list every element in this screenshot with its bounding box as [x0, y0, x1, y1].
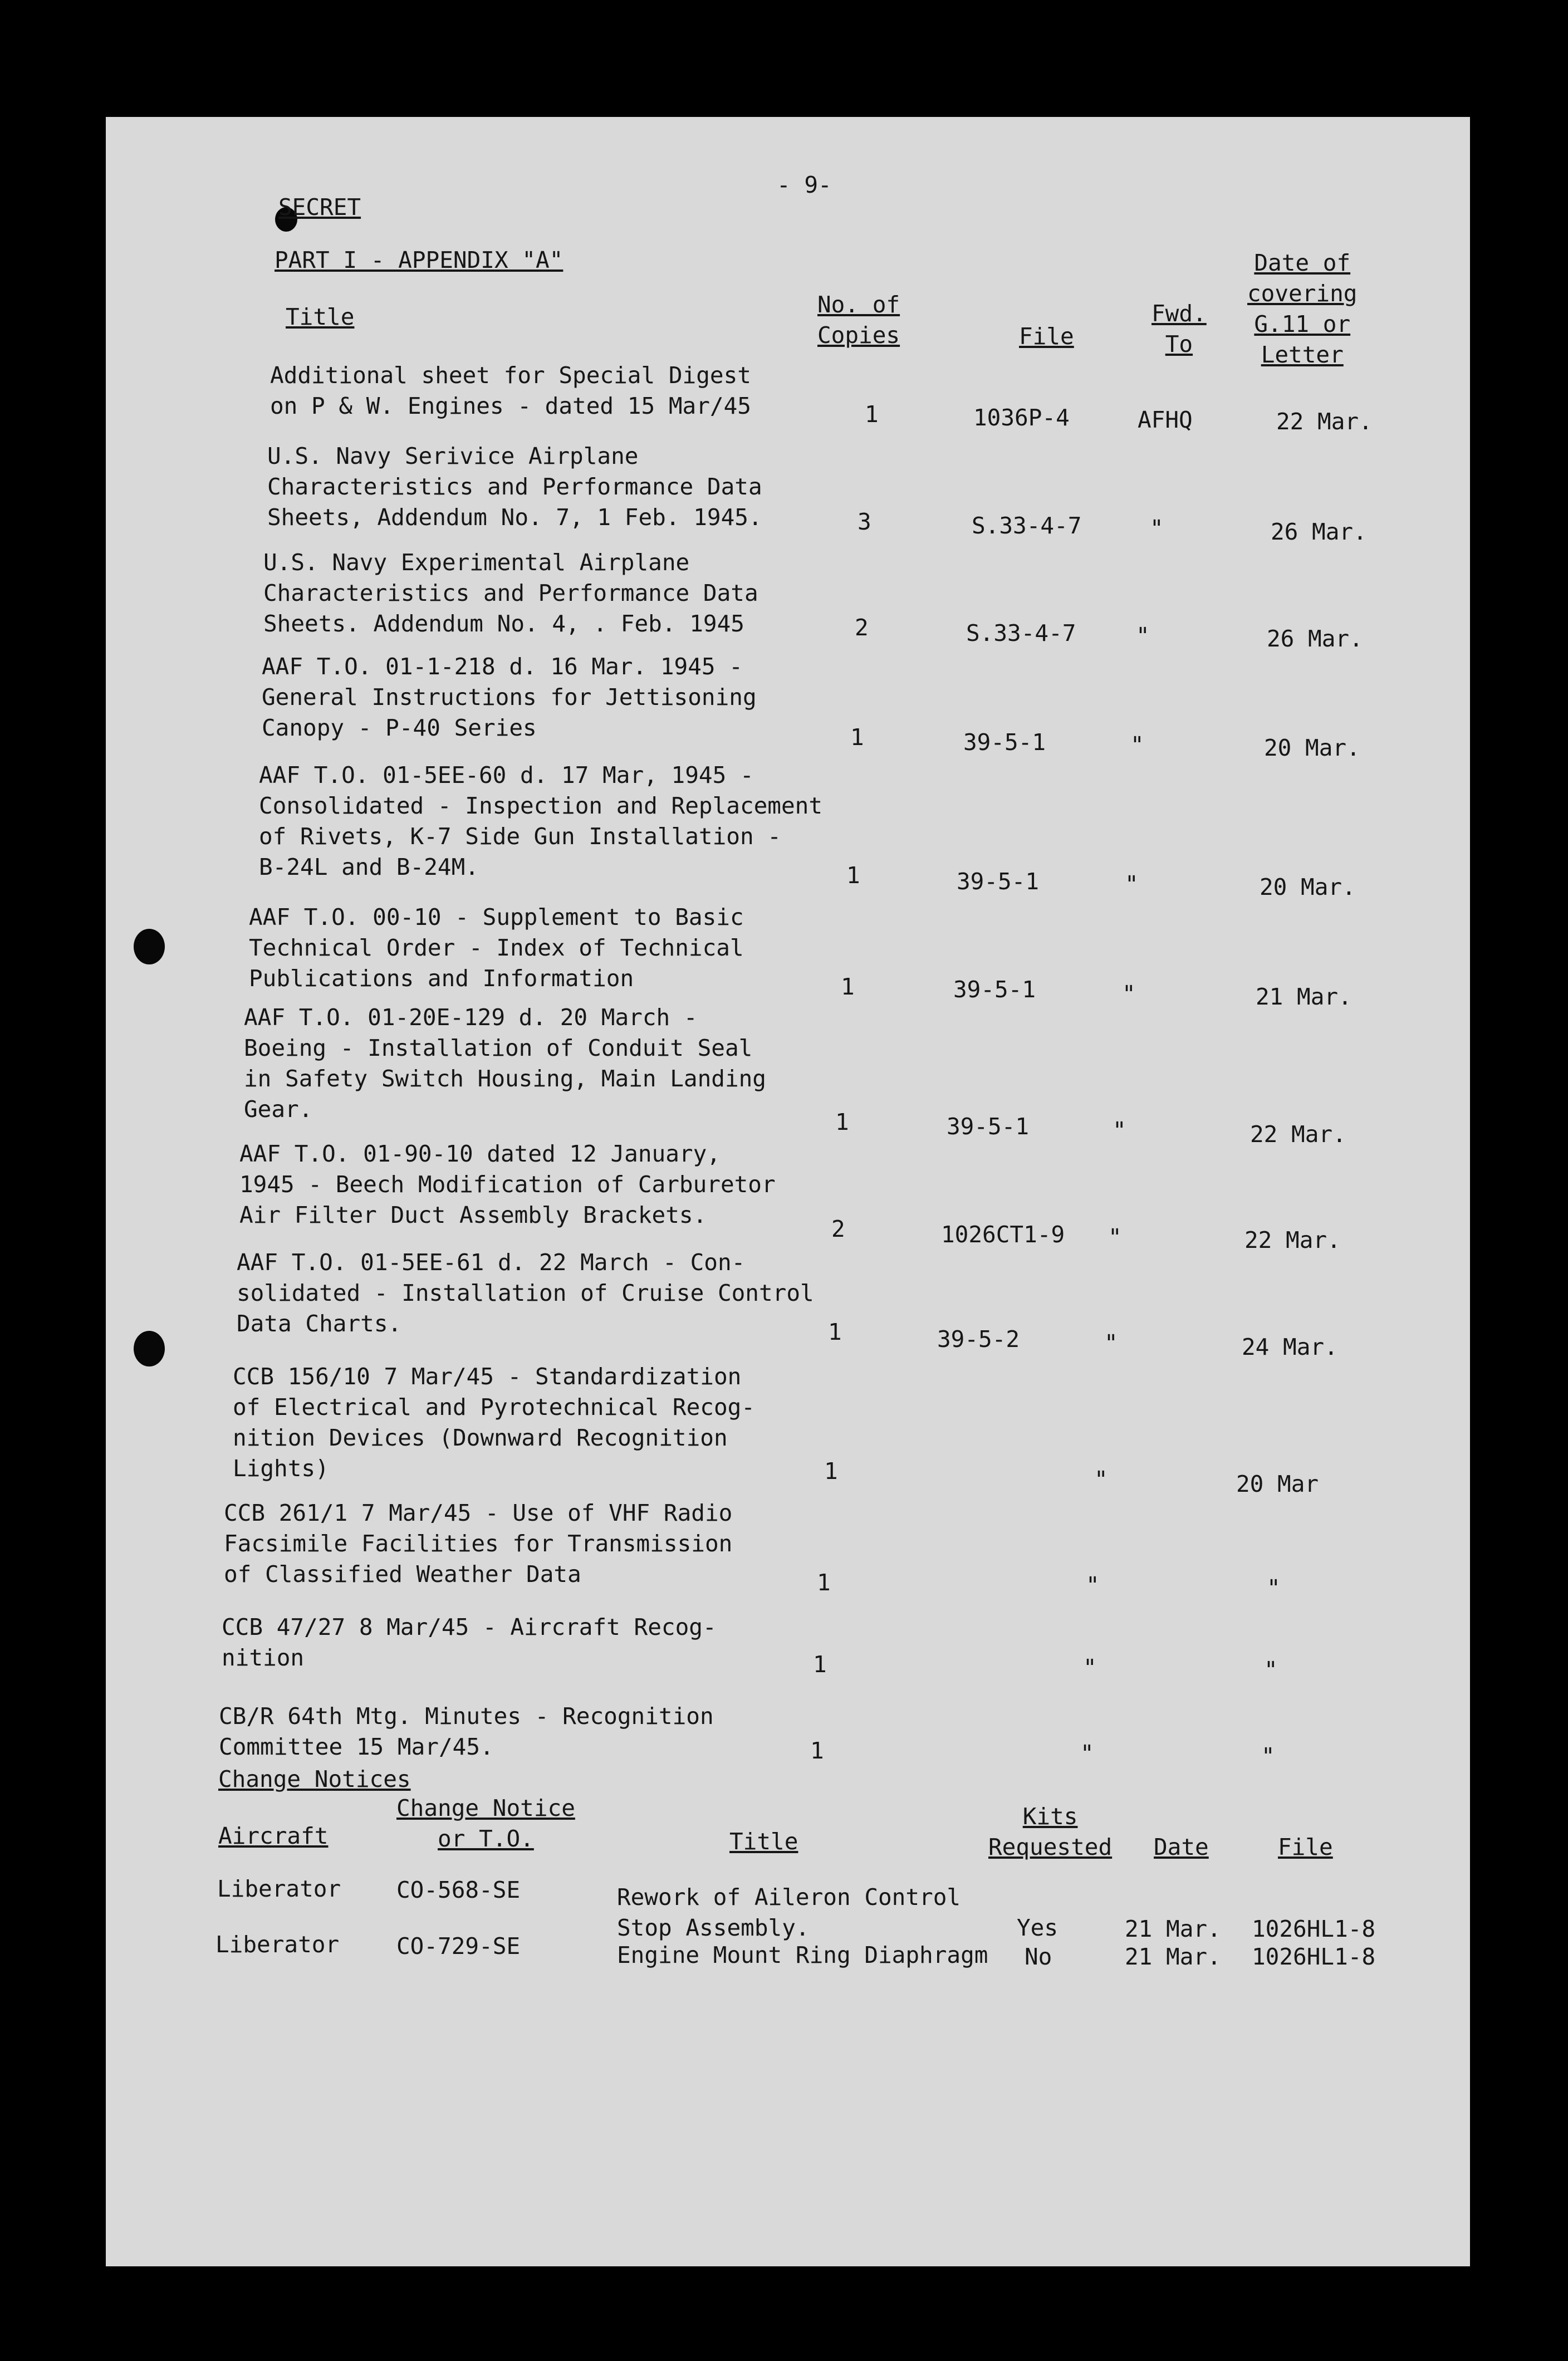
entry-title: CCB 261/1 7 Mar/45 - Use of VHF Radio Facsimile Facilities for Transmission of Classified Weather Data: [224, 1500, 733, 1588]
entry-date: 20 Mar: [1236, 1471, 1319, 1497]
entry-title: Additional sheet for Special Digest on P & W. Engines - dated 15 Mar/45: [270, 362, 751, 419]
change-title: Engine Mount Ring Diaphragm: [617, 1942, 988, 1968]
entry-copies: 1: [865, 401, 879, 428]
entry-date: 22 Mar.: [1244, 1227, 1341, 1253]
column-header-copies: No. of Copies: [817, 291, 900, 349]
entry-fwd: ": [1150, 515, 1164, 542]
change-file: 1026HL1-8: [1252, 1916, 1376, 1942]
column-header-fwd-to: Fwd. To: [1152, 300, 1207, 357]
entry-copies: 1: [846, 862, 860, 889]
entry-file: 1026CT1-9: [941, 1221, 1065, 1248]
entry-fwd: ": [1080, 1740, 1094, 1767]
entry-file: 39-5-1: [953, 976, 1036, 1003]
entry-fwd: ": [1086, 1572, 1100, 1599]
entry-title: AAF T.O. 01-20E-129 d. 20 March - Boeing - Installation of Conduit Seal in Safety Switch Housing, Main Landing Gear.: [244, 1004, 766, 1123]
entry-date: 22 Mar.: [1250, 1121, 1346, 1148]
entry-file: 1036P-4: [973, 404, 1070, 431]
entry-copies: 1: [824, 1458, 838, 1485]
column-header-title: Title: [286, 303, 355, 330]
change-file: 1026HL1-8: [1252, 1943, 1376, 1970]
column-header-aircraft: Aircraft: [218, 1823, 329, 1849]
change-date: 21 Mar.: [1125, 1943, 1221, 1970]
section-title: PART I - APPENDIX "A": [275, 247, 564, 273]
entry-fwd: ": [1083, 1654, 1097, 1681]
entry-fwd: ": [1130, 732, 1144, 758]
entry-copies: 2: [831, 1216, 845, 1242]
column-header-kits: Kits Requested: [988, 1803, 1113, 1860]
change-notice-number: CO-568-SE: [396, 1877, 521, 1903]
entry-file: 39-5-1: [963, 729, 1046, 756]
binder-hole: [134, 929, 165, 964]
entry-copies: 1: [817, 1569, 831, 1596]
entry-date: ": [1261, 1743, 1275, 1770]
entry-fwd: ": [1125, 871, 1139, 898]
entry-fwd: ": [1113, 1117, 1126, 1144]
column-header-change-title: Title: [729, 1828, 798, 1855]
entry-title: AAF T.O. 01-1-218 d. 16 Mar. 1945 - General Instructions for Jettisoning Canopy - P-40 Series: [262, 653, 757, 741]
column-header-file: File: [1019, 323, 1074, 350]
entry-title: U.S. Navy Experimental Airplane Characteristics and Performance Data Sheets. Addendum No. 4, . Feb. 1945: [263, 549, 758, 637]
entry-file: 39-5-2: [937, 1326, 1020, 1353]
entry-date: ": [1267, 1575, 1281, 1601]
entry-title: U.S. Navy Serivice Airplane Characteristics and Performance Data Sheets, Addendum No. 7, 1 Feb. 1945.: [267, 443, 762, 531]
entry-date: 26 Mar.: [1267, 625, 1363, 652]
entry-copies: 2: [855, 614, 869, 641]
entry-title: CCB 156/10 7 Mar/45 - Standardization of Electrical and Pyrotechnical Recog- nition Devices (Downward Recognition Lights): [233, 1363, 755, 1482]
entry-copies: 1: [835, 1109, 849, 1135]
entry-file: S.33-4-7: [972, 512, 1082, 539]
column-header-change-date: Date: [1154, 1834, 1209, 1860]
entry-fwd: ": [1108, 1224, 1122, 1251]
entry-fwd: AFHQ: [1138, 406, 1193, 433]
entry-copies: 1: [813, 1651, 827, 1678]
change-aircraft: Liberator: [215, 1931, 340, 1958]
entry-date: 20 Mar.: [1260, 874, 1356, 900]
entry-date: 21 Mar.: [1256, 983, 1352, 1010]
entry-file: 39-5-1: [957, 868, 1040, 895]
column-header-change-file: File: [1278, 1834, 1333, 1860]
page-number: - 9-: [777, 172, 832, 198]
classification-mark: SECRET: [278, 194, 361, 221]
entry-date: 26 Mar.: [1271, 518, 1367, 545]
entry-copies: 1: [828, 1319, 842, 1345]
entry-date: 24 Mar.: [1242, 1334, 1338, 1360]
entry-date: 22 Mar.: [1276, 408, 1373, 435]
entry-fwd: ": [1094, 1466, 1108, 1493]
entry-title: CCB 47/27 8 Mar/45 - Aircraft Recog- nition: [222, 1614, 717, 1671]
change-notices-heading: Change Notices: [218, 1766, 411, 1792]
entry-file: 39-5-1: [947, 1113, 1030, 1140]
change-date: 21 Mar.: [1125, 1916, 1221, 1942]
entry-title: AAF T.O. 01-5EE-60 d. 17 Mar, 1945 - Consolidated - Inspection and Replacement of Rivets, K-7 Side Gun Installation - B-24L and B-24M.: [259, 762, 823, 880]
column-header-change-notice: Change Notice or T.O.: [396, 1795, 575, 1852]
entry-title: CB/R 64th Mtg. Minutes - Recognition Committee 15 Mar/45.: [219, 1703, 714, 1760]
entry-copies: 1: [841, 973, 855, 1000]
entry-file: S.33-4-7: [966, 620, 1076, 646]
entry-copies: 1: [810, 1737, 824, 1764]
change-title: Rework of Aileron Control Stop Assembly.: [617, 1884, 961, 1941]
entry-date: 20 Mar.: [1264, 734, 1360, 761]
entry-fwd: ": [1104, 1330, 1118, 1356]
entry-fwd: ": [1136, 623, 1150, 649]
entry-copies: 3: [857, 508, 871, 535]
binder-hole: [134, 1331, 165, 1366]
change-notice-number: CO-729-SE: [396, 1933, 521, 1960]
change-aircraft: Liberator: [217, 1875, 341, 1902]
column-header-date: Date of covering G.11 or Letter: [1247, 249, 1358, 368]
change-kits: Yes: [1017, 1914, 1059, 1941]
entry-fwd: ": [1122, 981, 1136, 1007]
entry-title: AAF T.O. 01-90-10 dated 12 January, 1945 - Beech Modification of Carburetor Air Filter Duct Assembly Brackets.: [239, 1140, 776, 1228]
entry-copies: 1: [850, 724, 864, 751]
entry-title: AAF T.O. 00-10 - Supplement to Basic Technical Order - Index of Technical Publications and Information: [249, 904, 744, 992]
entry-title: AAF T.O. 01-5EE-61 d. 22 March - Con- solidated - Installation of Cruise Control Data Charts.: [237, 1249, 814, 1337]
change-kits: No: [1025, 1943, 1052, 1970]
entry-date: ": [1264, 1657, 1278, 1683]
